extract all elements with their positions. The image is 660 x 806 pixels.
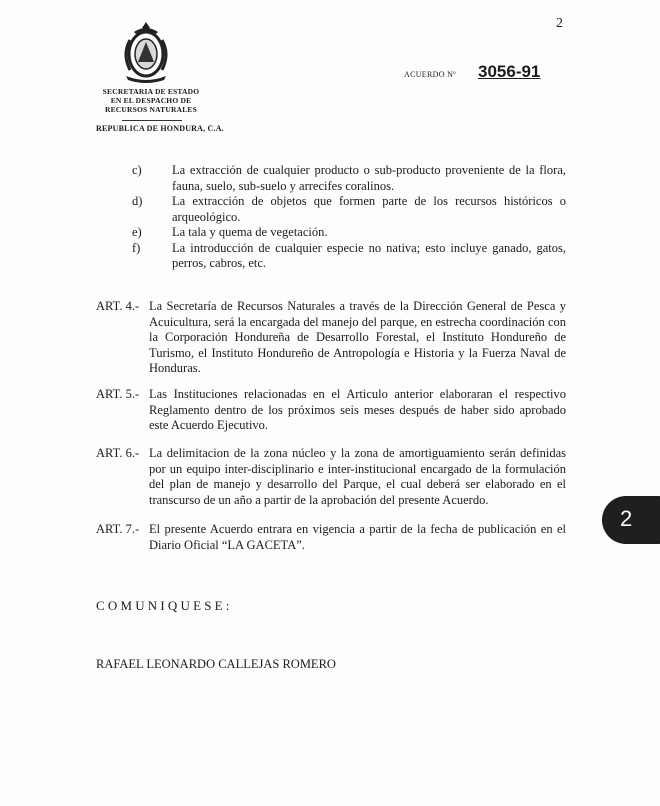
page-indicator-number: 2 — [620, 506, 633, 531]
list-letter: f) — [132, 240, 141, 255]
article-7 — [96, 522, 566, 553]
article-4 — [96, 299, 566, 377]
closing-statement: COMUNIQUESE: — [96, 598, 233, 613]
agreement-label: ACUERDO Nº — [404, 70, 456, 79]
ministry-line: EN EL DESPACHO DE — [110, 96, 192, 105]
article-label: ART. 5.- — [96, 387, 140, 401]
list-text: La introducción de cualquier especie no nativa; esto incluye ganado, gatos, perros, cabros, etc. — [172, 240, 566, 270]
agreement-number: 3056-91 — [478, 62, 541, 81]
list-text: La extracción de objetos que formen parte de los recursos históricos o arqueológico. — [172, 194, 566, 224]
list-letter: c) — [132, 163, 142, 177]
page-indicator-badge[interactable] — [602, 496, 660, 544]
list-letter: d) — [132, 194, 143, 208]
article-label: ART. 6.- — [96, 446, 140, 460]
article-label: ART. 7.- — [96, 522, 140, 536]
article-5 — [96, 387, 566, 434]
article-text: El presente Acuerdo entrara en vigencia a partir de la fecha de publicación en el Diario Oficial “LA GACETA”. — [149, 522, 566, 552]
signatory-name: RAFAEL LEONARDO CALLEJAS ROMERO — [96, 657, 336, 671]
article-text: Las Instituciones relacionadas en el Articulo anterior elaboraran el respectivo Reglamento dentro de los próximos seis meses después de haber sido aprobado este Acuerdo Ejecutivo. — [149, 387, 566, 432]
article-6 — [96, 446, 566, 508]
article-label: ART. 4.- — [96, 299, 140, 313]
page-number: 2 — [556, 16, 563, 31]
list-item — [132, 163, 566, 194]
article-text: La Secretaría de Recursos Naturales a través de la Dirección General de Pesca y Acuicultura, será la encargada del manejo del parque, en estrecha coordinación con la Corporación Hondureña de Desarrollo Forestal, el Instituto Hondureño de Turismo, el Instituto Hondureño de Antropología e Historia y la Fuerza Naval de Honduras. — [149, 299, 566, 375]
ministry-line: RECURSOS NATURALES — [104, 105, 198, 114]
article-text: La delimitacion de la zona núcleo y la zona de amortiguamiento serán definidas por un equipo inter-disciplinario e inter-institucional encargado de la formulación del plan de manejo y desarrollo del Parque, el cual deberá ser elaborado en el transcurso de un año a partir de la aprobación del presente Acuerdo. — [149, 446, 566, 507]
ministry-name — [96, 87, 206, 114]
divider — [122, 120, 182, 121]
list-item — [132, 194, 566, 225]
list-item — [132, 225, 566, 241]
list-letter: e) — [132, 225, 142, 239]
ministry-line: SECRETARIA DE ESTADO — [102, 87, 200, 96]
list-item — [132, 241, 566, 272]
prohibited-activities-list — [132, 163, 566, 272]
list-text: La extracción de cualquier producto o sub-producto proveniente de la flora, fauna, suelo, sub-suelo y arrecifes coralinos. — [172, 163, 566, 193]
list-text: La tala y quema de vegetación. — [172, 225, 328, 239]
coat-of-arms-emblem — [116, 18, 176, 86]
republic-name: REPUBLICA DE HONDURA, C.A. — [96, 124, 224, 133]
